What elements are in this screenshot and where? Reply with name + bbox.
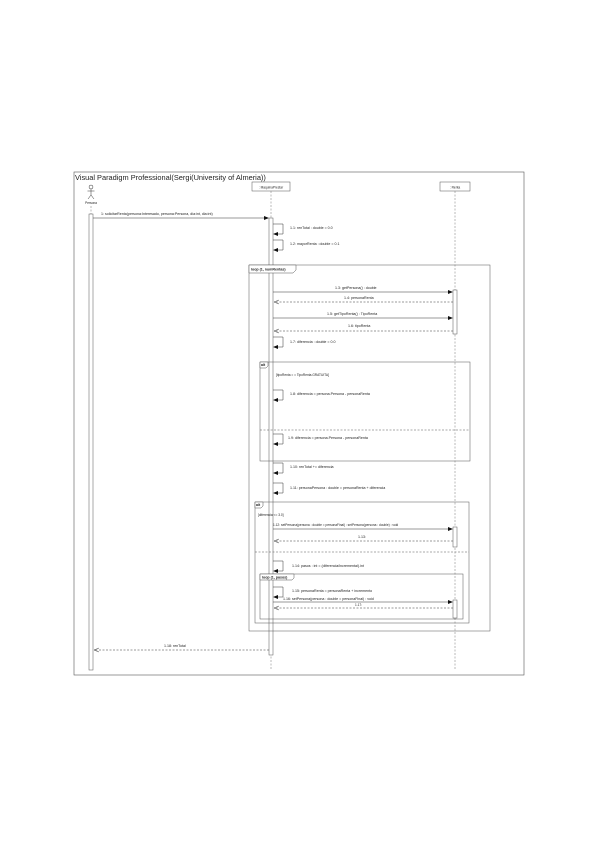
activation-persona — [89, 214, 93, 670]
message-1-16-arrowhead — [448, 600, 453, 604]
message-1-16-label: 1.16: setPersona(persona : double = personaFinal) : void — [283, 597, 374, 601]
message-1-8-arrowhead — [273, 398, 278, 402]
message-1-5-arrowhead — [448, 316, 453, 320]
fragment-alt-1-guard: [tipoRenta = = TipoRenta.GRATUITA] — [276, 373, 329, 377]
message-1-2-arrowhead — [273, 248, 278, 252]
message-1-15-arrowhead — [273, 595, 278, 599]
message-1-5-label: 1.5: getTipoRenta() : TipoRenta — [327, 312, 378, 316]
message-1-6-label: 1.6: tipoRenta — [348, 324, 371, 328]
fragment-alt-2-label: alt — [256, 503, 261, 507]
activation-maquina — [269, 218, 273, 655]
activation-renta-2 — [453, 527, 457, 547]
actor-label: Persona — [85, 201, 97, 205]
message-1-7-label: 1.7: diferencia : double = 0.0 — [290, 340, 336, 344]
fragment-alt-1-label: alt — [261, 363, 266, 367]
message-1-1-label: 1.1: renTotal : double = 0.0 — [290, 226, 333, 230]
message-1-2-label: 1.2: mayorRenta : double = 0.1 — [290, 242, 340, 246]
message-1-8-label: 1.8: diferencia = persona.Persona - personaRenta — [290, 392, 370, 396]
activation-renta-3 — [453, 600, 457, 618]
message-1-12-label: 1.12: setPersona(persona : double = personaFinal) : setPersona(persona : double) : void — [273, 523, 399, 527]
watermark-text: Visual Paradigm Professional(Sergi(University of Almeria)) — [75, 173, 266, 182]
message-1-3-arrowhead — [448, 290, 453, 294]
activation-renta-1 — [453, 290, 457, 334]
message-1-9-arrowhead — [273, 442, 278, 446]
message-1-label: 1: solicitarRenta(persona:Interesado, persona:Persona, dia:int, dia:int) — [101, 212, 213, 216]
lifeline-label-maquina: : MaquinaPrestar — [258, 185, 284, 190]
message-1-17-label: 1.17: — [355, 603, 363, 607]
message-1-4-label: 1.4: personaRenta — [344, 296, 374, 300]
message-1-12-arrowhead — [448, 527, 453, 531]
message-1-10-arrowhead — [273, 471, 278, 475]
message-1-15-label: 1.15: personaRenta = personaRenta + incremento — [292, 589, 373, 593]
message-1-1-arrowhead — [273, 232, 278, 236]
message-1-3-label: 1.3: getPersona() : double — [335, 286, 377, 290]
actor-icon — [88, 185, 95, 199]
message-1-14-label: 1.14: pasos : int = (diferencia/incremental).int — [292, 564, 364, 568]
message-1-11-arrowhead — [273, 491, 278, 495]
lifeline-label-renta: : Renta — [449, 185, 461, 190]
message-1-arrowhead — [264, 216, 269, 220]
message-1-10-label: 1.10: renTotal += diferencia — [290, 465, 334, 469]
message-1-7-arrowhead — [273, 345, 278, 349]
message-1-18-label: 1.18: renTotal — [164, 644, 186, 648]
message-1-14-arrowhead — [273, 569, 278, 573]
message-1-9-label: 1.9: diferencia = persona.Persona - personaRenta — [288, 436, 368, 440]
message-1-13-label: 1.13: — [358, 535, 366, 539]
fragment-loop-pasos-label: loop (1, pasos) — [262, 575, 288, 580]
fragment-loop-rentas-label: loop (1, numRentas) — [251, 267, 286, 272]
fragment-alt-2-guard: [diferencia <= 3.0] — [258, 513, 284, 517]
message-1-11-label: 1.11: personaPersona : double = personaRenta + diferencia — [290, 486, 386, 490]
